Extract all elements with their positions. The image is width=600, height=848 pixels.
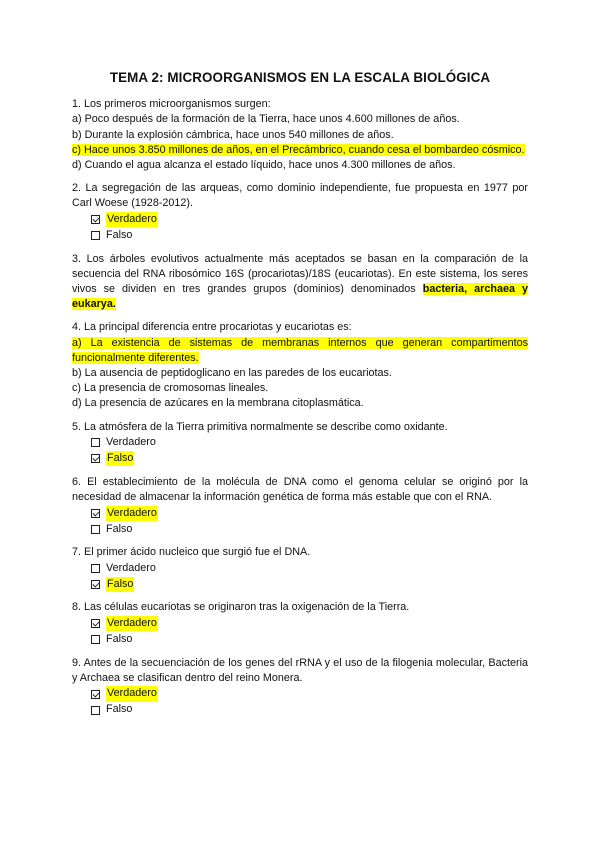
question-7: [72, 545, 528, 592]
question-8-true-option[interactable]: [91, 616, 528, 632]
false-label: Falso: [106, 577, 134, 592]
question-9-false-option[interactable]: [91, 702, 528, 718]
checked-box-icon[interactable]: [91, 454, 100, 463]
question-4-option-a: [72, 336, 528, 366]
question-8-false-option[interactable]: [91, 632, 528, 648]
question-6-choices: [91, 505, 528, 537]
question-7-choices: [91, 560, 528, 592]
question-1-answer-highlight: c) Hace unos 3.850 millones de años, en el Precámbrico, cuando cesa el bombardeo cósmico.: [72, 143, 525, 156]
question-4-option-c: c) La presencia de cromosomas lineales.: [72, 382, 269, 395]
question-9-true-option[interactable]: [91, 686, 528, 702]
question-8-choices: [91, 616, 528, 648]
question-7-text: 7. El primer ácido nucleico que surgió fue el DNA.: [72, 546, 311, 559]
true-label: Verdadero: [106, 212, 158, 227]
question-2-false-option[interactable]: [91, 228, 528, 244]
true-label: Verdadero: [106, 506, 158, 521]
question-5-false-option[interactable]: [91, 451, 528, 467]
unchecked-box-icon[interactable]: [91, 635, 100, 644]
question-9-text: 9. Antes de la secuenciación de los genes del rRNA y el uso de la filogenia molecular, Bacteria y Archaea se clasifican dentro del reino Monera.: [72, 656, 528, 684]
false-label: Falso: [106, 703, 133, 716]
question-3-body: 3. Los árboles evolutivos actualmente más aceptados se basan en la comparación de la secuencia del RNA ribosómico 16S (procariotas)/18S (eucariotas). En este sistema, los seres vivos se dividen en tres grandes grupos (dominios) denominados: [72, 252, 528, 296]
question-6-text: 6. El establecimiento de la molécula de DNA como el genoma celular se originó por la necesidad de almacenar la información genética de forma más estable que con el RNA.: [72, 475, 528, 504]
question-6-true-option[interactable]: [91, 505, 528, 521]
true-label: Verdadero: [106, 616, 158, 631]
checked-box-icon[interactable]: [91, 690, 100, 699]
question-2-text: 2. La segregación de las arqueas, como dominio independiente, fue propuesta en 1977 por Carl Woese (1928-2012).: [72, 182, 528, 210]
question-4-answer-highlight: a) La existencia de sistemas de membranas internos que generan compartimentos funcionalmente diferentes.: [72, 336, 528, 364]
question-8: [72, 600, 528, 647]
question-6: [72, 475, 528, 537]
question-1-option-a: a) Poco después de la formación de la Tierra, hace unos 4.600 millones de años.: [72, 113, 460, 126]
question-6-false-option[interactable]: [91, 521, 528, 537]
unchecked-box-icon[interactable]: [91, 706, 100, 715]
false-label: Falso: [106, 522, 133, 535]
question-3-text: [72, 252, 528, 313]
question-5-text: 5. La atmósfera de la Tierra primitiva normalmente se describe como oxidante.: [72, 420, 448, 433]
question-3: [72, 252, 528, 313]
question-4-option-b: b) La ausencia de peptidoglicano en las paredes de los eucariotas.: [72, 367, 392, 380]
false-label: Falso: [106, 451, 134, 466]
question-5-choices: [91, 435, 528, 467]
question-5-true-option[interactable]: [91, 435, 528, 451]
false-label: Falso: [106, 229, 133, 242]
checked-box-icon[interactable]: [91, 619, 100, 628]
unchecked-box-icon[interactable]: [91, 231, 100, 240]
false-label: Falso: [106, 633, 133, 646]
true-label: Verdadero: [106, 561, 156, 574]
question-2: [72, 181, 528, 243]
question-1-option-b: b) Durante la explosión cámbrica, hace unos 540 millones de años.: [72, 128, 394, 141]
question-1-option-d: d) Cuando el agua alcanza el estado líquido, hace unos 4.300 millones de años.: [72, 159, 456, 172]
document-page: [72, 70, 528, 726]
question-2-true-option[interactable]: [91, 212, 528, 228]
question-1: [72, 97, 528, 173]
unchecked-box-icon[interactable]: [91, 438, 100, 447]
question-1-option-c: [72, 143, 528, 158]
checked-box-icon[interactable]: [91, 509, 100, 518]
checked-box-icon[interactable]: [91, 580, 100, 589]
question-8-text: 8. Las células eucariotas se originaron tras la oxigenación de la Tierra.: [72, 601, 410, 614]
question-3-answer-highlight: bacteria, archaea y eukarya.: [72, 283, 529, 311]
unchecked-box-icon[interactable]: [91, 525, 100, 534]
page-title: TEMA 2: MICROORGANISMOS EN LA ESCALA BIOLÓGICA: [109, 70, 491, 85]
question-4-text: 4. La principal diferencia entre procariotas y eucariotas es:: [72, 321, 352, 334]
question-4-option-d: d) La presencia de azúcares en la membrana citoplasmática.: [72, 397, 364, 410]
question-7-false-option[interactable]: [91, 576, 528, 592]
unchecked-box-icon[interactable]: [91, 564, 100, 573]
question-5: [72, 420, 528, 467]
question-7-true-option[interactable]: [91, 560, 528, 576]
question-1-text: 1. Los primeros microorganismos surgen:: [72, 98, 271, 111]
question-9: [72, 656, 528, 718]
question-4: [72, 320, 528, 411]
true-label: Verdadero: [106, 686, 158, 701]
question-2-choices: [91, 212, 528, 244]
question-9-choices: [91, 686, 528, 718]
checked-box-icon[interactable]: [91, 215, 100, 224]
true-label: Verdadero: [106, 436, 156, 449]
